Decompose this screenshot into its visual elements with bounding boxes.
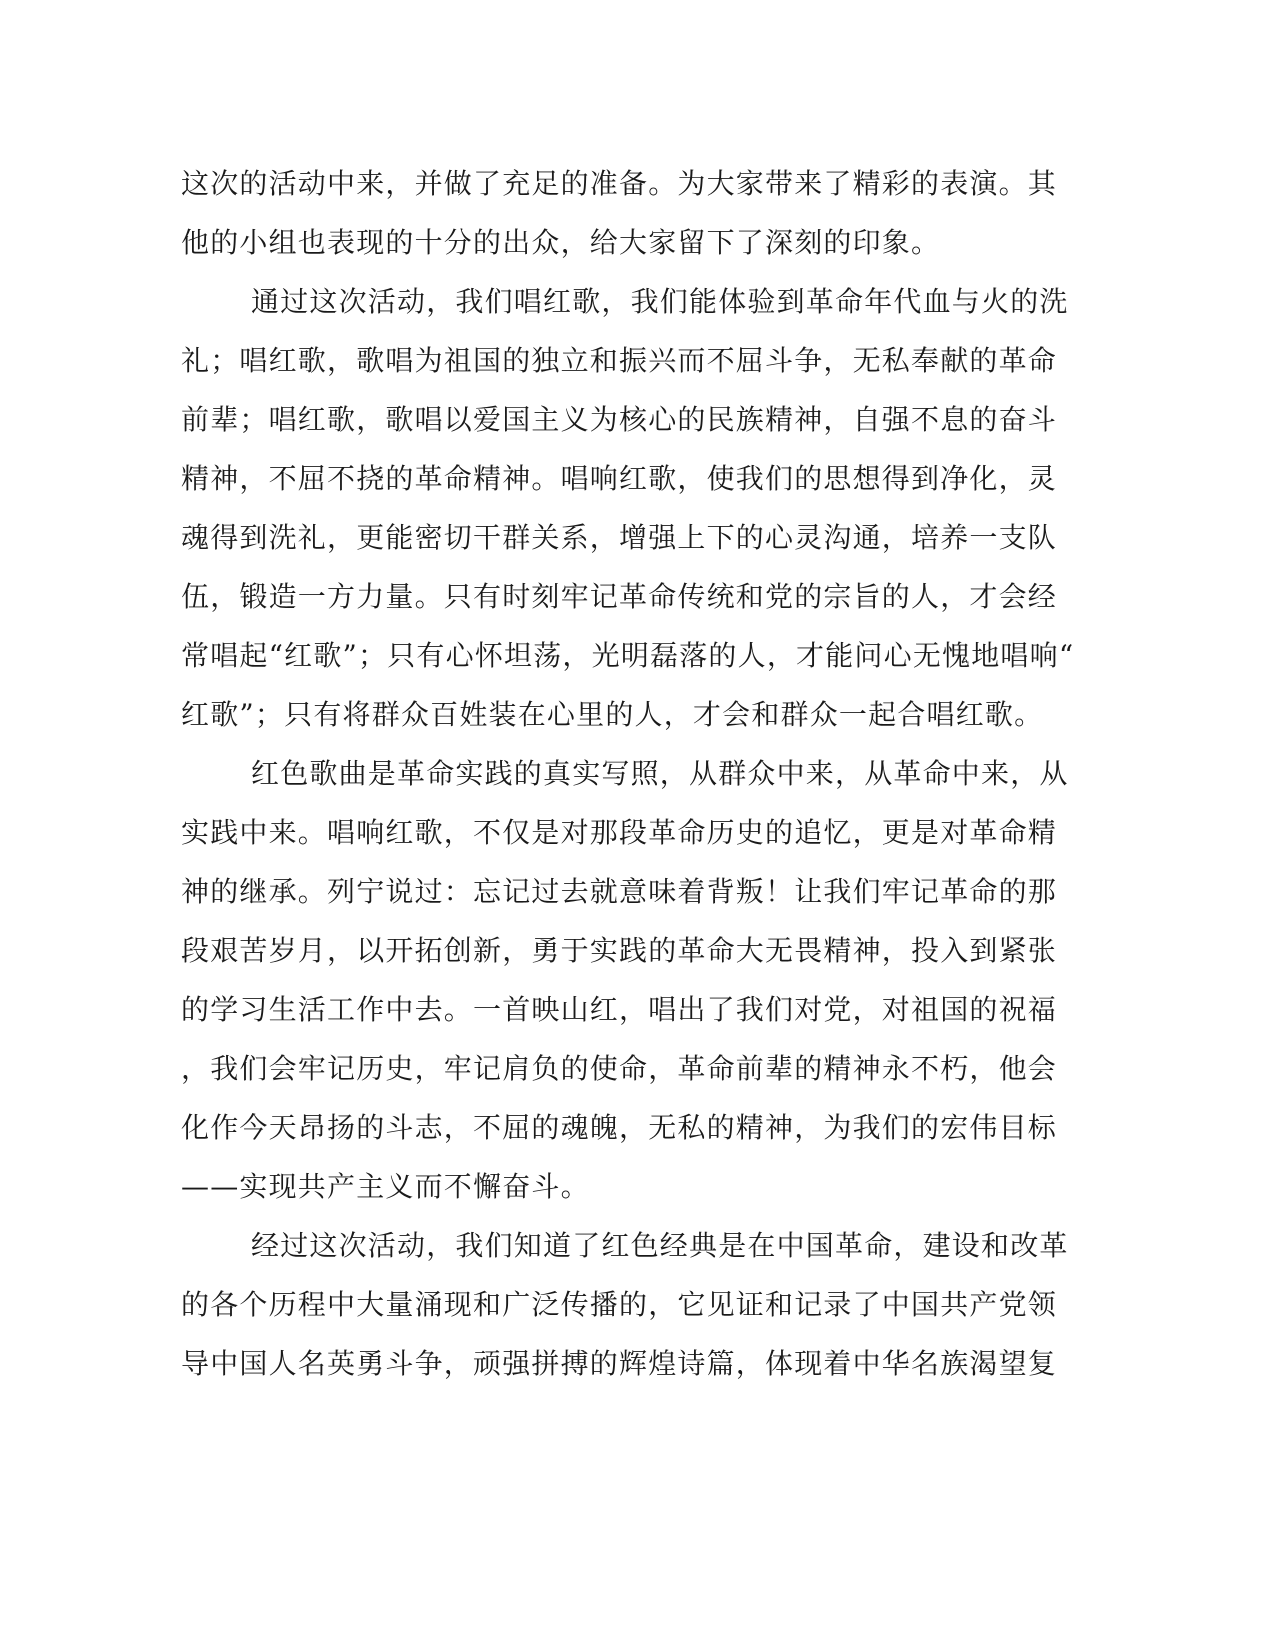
text-line: 精神，不屈不挠的革命精神。唱响红歌，使我们的思想得到净化，灵 — [181, 462, 1058, 495]
text-line: ，我们会牢记历史，牢记肩负的使命，革命前辈的精神永不朽，他会 — [181, 1052, 1058, 1085]
text-line: 礼；唱红歌，歌唱为祖国的独立和振兴而不屈斗争，无私奉献的革命 — [181, 344, 1058, 377]
text-line: 的学习生活工作中去。一首映山红，唱出了我们对党，对祖国的祝福 — [181, 993, 1058, 1026]
text-line: 伍，锻造一方力量。只有时刻牢记革命传统和党的宗旨的人，才会经 — [181, 580, 1058, 613]
text-line: 实践中来。唱响红歌，不仅是对那段革命历史的追忆，更是对革命精 — [181, 816, 1058, 849]
body-text — [181, 154, 1075, 1393]
text-line: 前辈；唱红歌，歌唱以爱国主义为核心的民族精神，自强不息的奋斗 — [181, 403, 1058, 436]
text-line: 他的小组也表现的十分的出众，给大家留下了深刻的印象。 — [181, 226, 941, 259]
text-line: 神的继承。列宁说过：忘记过去就意味着背叛！让我们牢记革命的那 — [181, 875, 1058, 908]
text-line: 这次的活动中来，并做了充足的准备。为大家带来了精彩的表演。其 — [181, 167, 1058, 200]
paragraph-start-line: 通过这次活动，我们唱红歌，我们能体验到革命年代血与火的洗 — [251, 285, 1069, 318]
text-line: 化作今天昂扬的斗志，不屈的魂魄，无私的精神，为我们的宏伟目标 — [181, 1111, 1058, 1144]
text-line: 红歌”；只有将群众百姓装在心里的人，才会和群众一起合唱红歌。 — [181, 698, 1044, 731]
text-line: 段艰苦岁月，以开拓创新，勇于实践的革命大无畏精神，投入到紧张 — [181, 934, 1058, 967]
paragraph-start-line: 红色歌曲是革命实践的真实写照，从群众中来，从革命中来，从 — [251, 757, 1069, 790]
text-line: 常唱起“红歌”；只有心怀坦荡，光明磊落的人，才能问心无愧地唱响“ — [181, 639, 1075, 672]
text-line: 的各个历程中大量涌现和广泛传播的，它见证和记录了中国共产党领 — [181, 1288, 1058, 1321]
text-line: ——实现共产主义而不懈奋斗。 — [181, 1170, 590, 1203]
paragraph-start-line: 经过这次活动，我们知道了红色经典是在中国革命，建设和改革 — [251, 1229, 1069, 1262]
text-line: 导中国人名英勇斗争，顽强拼搏的辉煌诗篇，体现着中华名族渴望复 — [181, 1347, 1058, 1380]
text-line: 魂得到洗礼，更能密切干群关系，增强上下的心灵沟通，培养一支队 — [181, 521, 1058, 554]
